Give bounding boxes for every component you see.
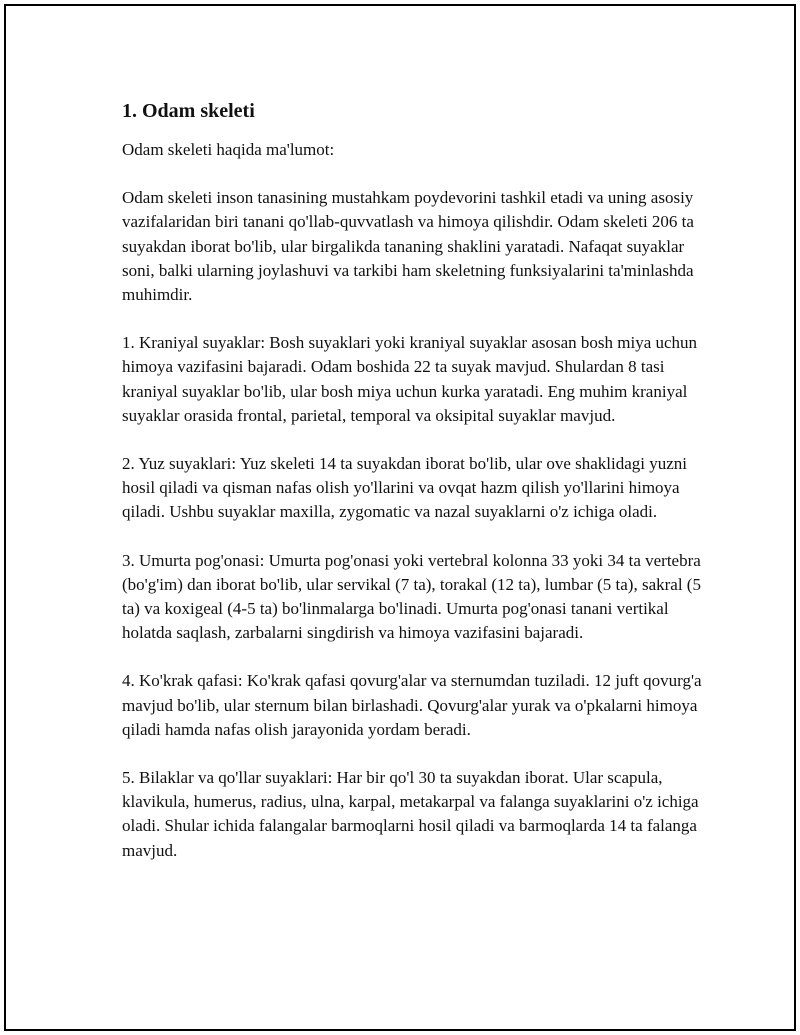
document-subtitle: Odam skeleti haqida ma'lumot: (122, 140, 335, 159)
paragraph-spine: 3. Umurta pog'onasi: Umurta pog'onasi yoki vertebral kolonna 33 yoki 34 ta vertebra (bo'g'im) dan iborat bo'lib, ular servikal (7 ta), torakal (12 ta), lumbar (5 ta), sakral (5 ta) va koxigeal (4-5 ta) bo'linmalarga bo'linadi. Umurta pog'onasi tanani vertikal holatda saqlash, zarbalarni singdirish va himoya vazifasini bajaradi. (122, 550, 701, 643)
page-frame (4, 4, 796, 1031)
document-body (122, 98, 712, 887)
document-title: 1. Odam skeleti (122, 100, 255, 122)
paragraph-intro: Odam skeleti inson tanasining mustahkam poydevorini tashkil etadi va uning asosiy vazifalaridan biri tanani qo'llab-quvvatlash va himoya qilishdir. Odam skeleti 206 ta suyakdan iborat bo'lib, ular birgalikda tananing shaklini yaratadi. Nafaqat suyaklar soni, balki ularning joylashuvi va tarkibi ham skeletning funksiyalarini ta'minlashda muhimdir. (122, 188, 694, 305)
paragraph-rib-cage: 4. Ko'krak qafasi: Ko'krak qafasi qovurg'alar va sternumdan tuziladi. 12 juft qovurg'a mavjud bo'lib, ular sternum bilan birlashadi. Qovurg'alar yurak va o'pkalarni himoya qiladi hamda nafas olish jarayonida yordam beradi. (122, 671, 702, 739)
paragraph-arm-bones: 5. Bilaklar va qo'llar suyaklari: Har bir qo'l 30 ta suyakdan iborat. Ular scapula, klavikula, humerus, radius, ulna, karpal, metakarpal va falanga suyaklarini o'z ichiga oladi. Shular ichida falangalar barmoqlarni hosil qiladi va barmoqlarda 14 ta falanga mavjud. (122, 768, 699, 860)
paragraph-facial-bones: 2. Yuz suyaklari: Yuz skeleti 14 ta suyakdan iborat bo'lib, ular ove shaklidagi yuzni hosil qiladi va qisman nafas olish yo'llarini va ovqat hazm qilish yo'llarini himoya qiladi. Ushbu suyaklar maxilla, zygomatic va nazal suyaklarni o'z ichiga oladi. (122, 454, 688, 522)
paragraph-cranial-bones: 1. Kraniyal suyaklar: Bosh suyaklari yoki kraniyal suyaklar asosan bosh miya uchun himoya vazifasini bajaradi. Odam boshida 22 ta suyak mavjud. Shulardan 8 tasi kraniyal suyaklar bo'lib, ular bosh miya uchun kurka yaratadi. Eng muhim kraniyal suyaklar orasida frontal, parietal, temporal va oksipital suyaklar mavjud. (122, 333, 698, 425)
